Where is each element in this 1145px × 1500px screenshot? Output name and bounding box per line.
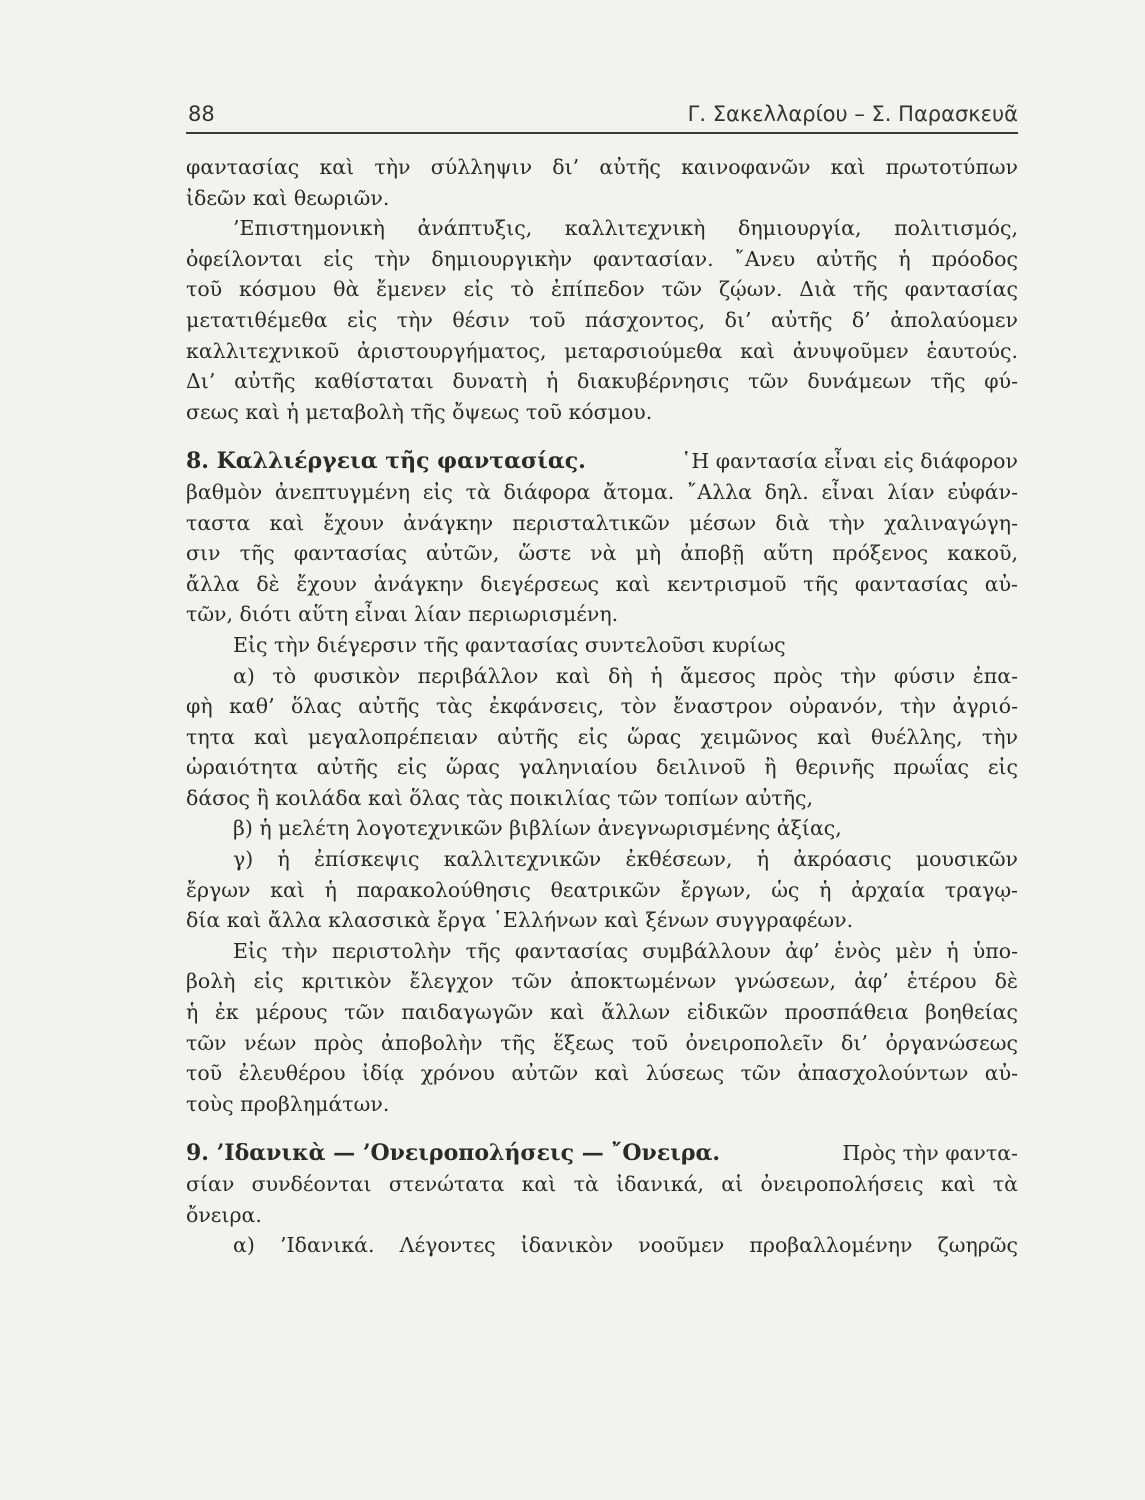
text-line: τοῦ κόσμου θὰ ἔμενεν εἰς τὸ ἐπίπεδον τῶν ζῴων. Διὰ τῆς φαντασίας — [186, 277, 1018, 302]
text-line: τοῦ ἐλευθέρου ἰδίᾳ χρόνου αὐτῶν καὶ λύσεως τῶν ἀπασχολούντων αὐ- — [186, 1061, 1018, 1086]
running-title: Γ. Σακελλαρίου – Σ. Παρασκευᾶ — [687, 102, 1018, 126]
text-line: σίαν συνδέονται στενώτατα καὶ τὰ ἰδανικά, αἱ ὀνειροπολήσεις καὶ τὰ — [186, 1172, 1018, 1196]
text-line: βαθμὸν ἀνεπτυγμένη εἰς τὰ διάφορα ἄτομα. ῎Αλλα δηλ. εἶναι λίαν εὐφάν- — [186, 479, 1018, 504]
text-line: ταστα καὶ ἔχουν ἀνάγκην περισταλτικῶν μέσων διὰ τὴν χαλιναγώγη- — [186, 510, 1018, 535]
text-line: ὡραιότητα αὐτῆς εἰς ὥρας γαληνιαίου δειλινοῦ ἢ θερινῆς πρωΐας εἰς — [186, 755, 1018, 780]
list-item-line: γ) ἡ ἐπίσκεψις καλλιτεχνικῶν ἐκθέσεων, ἡ ἀκρόασις μουσικῶν — [233, 847, 1018, 872]
section-heading: 9. ’Ιδανικὰ — ’Ονειροπολήσεις — ῎Ονειρα. — [186, 1140, 721, 1167]
text-line: ὀφείλονται εἰς τὴν δημιουργικὴν φαντασίαν. ῎Ανευ αὐτῆς ἡ πρόοδος — [186, 246, 1018, 271]
text-line: Εἰς τὴν περιστολὴν τῆς φαντασίας συμβάλλουν ἀφ’ ἑνὸς μὲν ἡ ὑπο- — [233, 938, 1018, 963]
text-run: Πρὸς τὴν φαντα- — [842, 1141, 1018, 1166]
text-line: α) ’Ιδανικά. Λέγοντες ἰδανικὸν νοοῦμεν προβαλλομένην ζωηρῶς — [233, 1233, 1018, 1258]
section-heading: 8. Καλλιέργεια τῆς φαντασίας. — [186, 448, 586, 475]
text-line: τητα καὶ μεγαλοπρέπειαν αὐτῆς εἰς ὥρας χειμῶνος καὶ θυέλλης, τὴν — [186, 724, 1018, 749]
text-line: μετατιθέμεθα εἰς τὴν θέσιν τοῦ πάσχοντος, δι’ αὐτῆς δ’ ἀπολαύομεν — [186, 307, 1018, 332]
text-line: σιν τῆς φαντασίας αὐτῶν, ὥστε νὰ μὴ ἀποβῇ αὕτη πρόξενος κακοῦ, — [186, 541, 1018, 566]
text-line: ἄλλα δὲ ἔχουν ἀνάγκην διεγέρσεως καὶ κεντρισμοῦ τῆς φαντασίας αὐ- — [186, 571, 1018, 596]
text-line: τῶν, διότι αὕτη εἶναι λίαν περιωρισμένη. — [186, 602, 619, 627]
text-line: βολὴ εἰς κριτικὸν ἔλεγχον τῶν ἀποκτωμένων γνώσεων, ἀφ’ ἑτέρου δὲ — [186, 969, 1018, 994]
text-line: φαντασίας καὶ τὴν σύλληψιν δι’ αὐτῆς καινοφανῶν καὶ πρωτοτύπων — [186, 155, 1018, 179]
text-line: δία καὶ ἄλλα κλασσικὰ ἔργα ῾Ελλήνων καὶ ξένων συγγραφέων. — [186, 908, 854, 933]
text-line: ἡ ἐκ μέρους τῶν παιδαγωγῶν καὶ ἄλλων εἰδικῶν προσπάθεια βοηθείας — [186, 1000, 1018, 1025]
section-8-first-line — [186, 446, 1018, 477]
list-item-line: α) τὸ φυσικὸν περιβάλλον καὶ δὴ ἡ ἄμεσος πρὸς τὴν φύσιν ἐπα- — [233, 663, 1018, 688]
section-9-first-line — [186, 1138, 1018, 1169]
text-line: δάσος ἢ κοιλάδα καὶ ὅλας τὰς ποικιλίας τῶν τοπίων αὐτῆς, — [186, 785, 814, 810]
text-line: ’Επιστημονικὴ ἀνάπτυξις, καλλιτεχνικὴ δημιουργία, πολιτισμός, — [233, 216, 1018, 241]
text-line: ἔργων καὶ ἡ παρακολούθησις θεατρικῶν ἔργων, ὡς ἡ ἀρχαία τραγῳ- — [186, 877, 1018, 902]
page-header — [186, 92, 1018, 134]
text-line: τοὺς προβλημάτων. — [186, 1091, 390, 1116]
book-page — [186, 92, 1018, 1258]
text-line: φὴ καθ’ ὅλας αὐτῆς τὰς ἐκφάνσεις, τὸν ἔναστρον οὐρανόν, τὴν ἀγριό- — [186, 694, 1018, 719]
page-body — [186, 152, 1018, 1261]
text-line: σεως καὶ ἡ μεταβολὴ τῆς ὄψεως τοῦ κόσμου. — [186, 399, 653, 424]
text-line: Εἰς τὴν διέγερσιν τῆς φαντασίας συντελοῦσι κυρίως — [233, 632, 786, 657]
text-line: Δι’ αὐτῆς καθίσταται δυνατὴ ἡ διακυβέρνησις τῶν δυνάμεων τῆς φύ- — [186, 369, 1018, 394]
list-item-line: β) ἡ μελέτη λογοτεχνικῶν βιβλίων ἀνεγνωρισμένης ἀξίας, — [233, 816, 842, 841]
page-number: 88 — [188, 102, 215, 126]
text-line: τῶν νέων πρὸς ἀποβολὴν τῆς ἕξεως τοῦ ὀνειροπολεῖν δι’ ὀργανώσεως — [186, 1030, 1018, 1055]
text-line: ἰδεῶν καὶ θεωριῶν. — [186, 185, 390, 210]
text-run: ῾Η φαντασία εἶναι εἰς διάφορον — [681, 449, 1018, 474]
text-line: καλλιτεχνικοῦ ἀριστουργήματος, μεταρσιούμεθα καὶ ἀνυψοῦμεν ἑαυτούς. — [186, 338, 1018, 363]
text-line: ὄνειρα. — [186, 1202, 262, 1227]
